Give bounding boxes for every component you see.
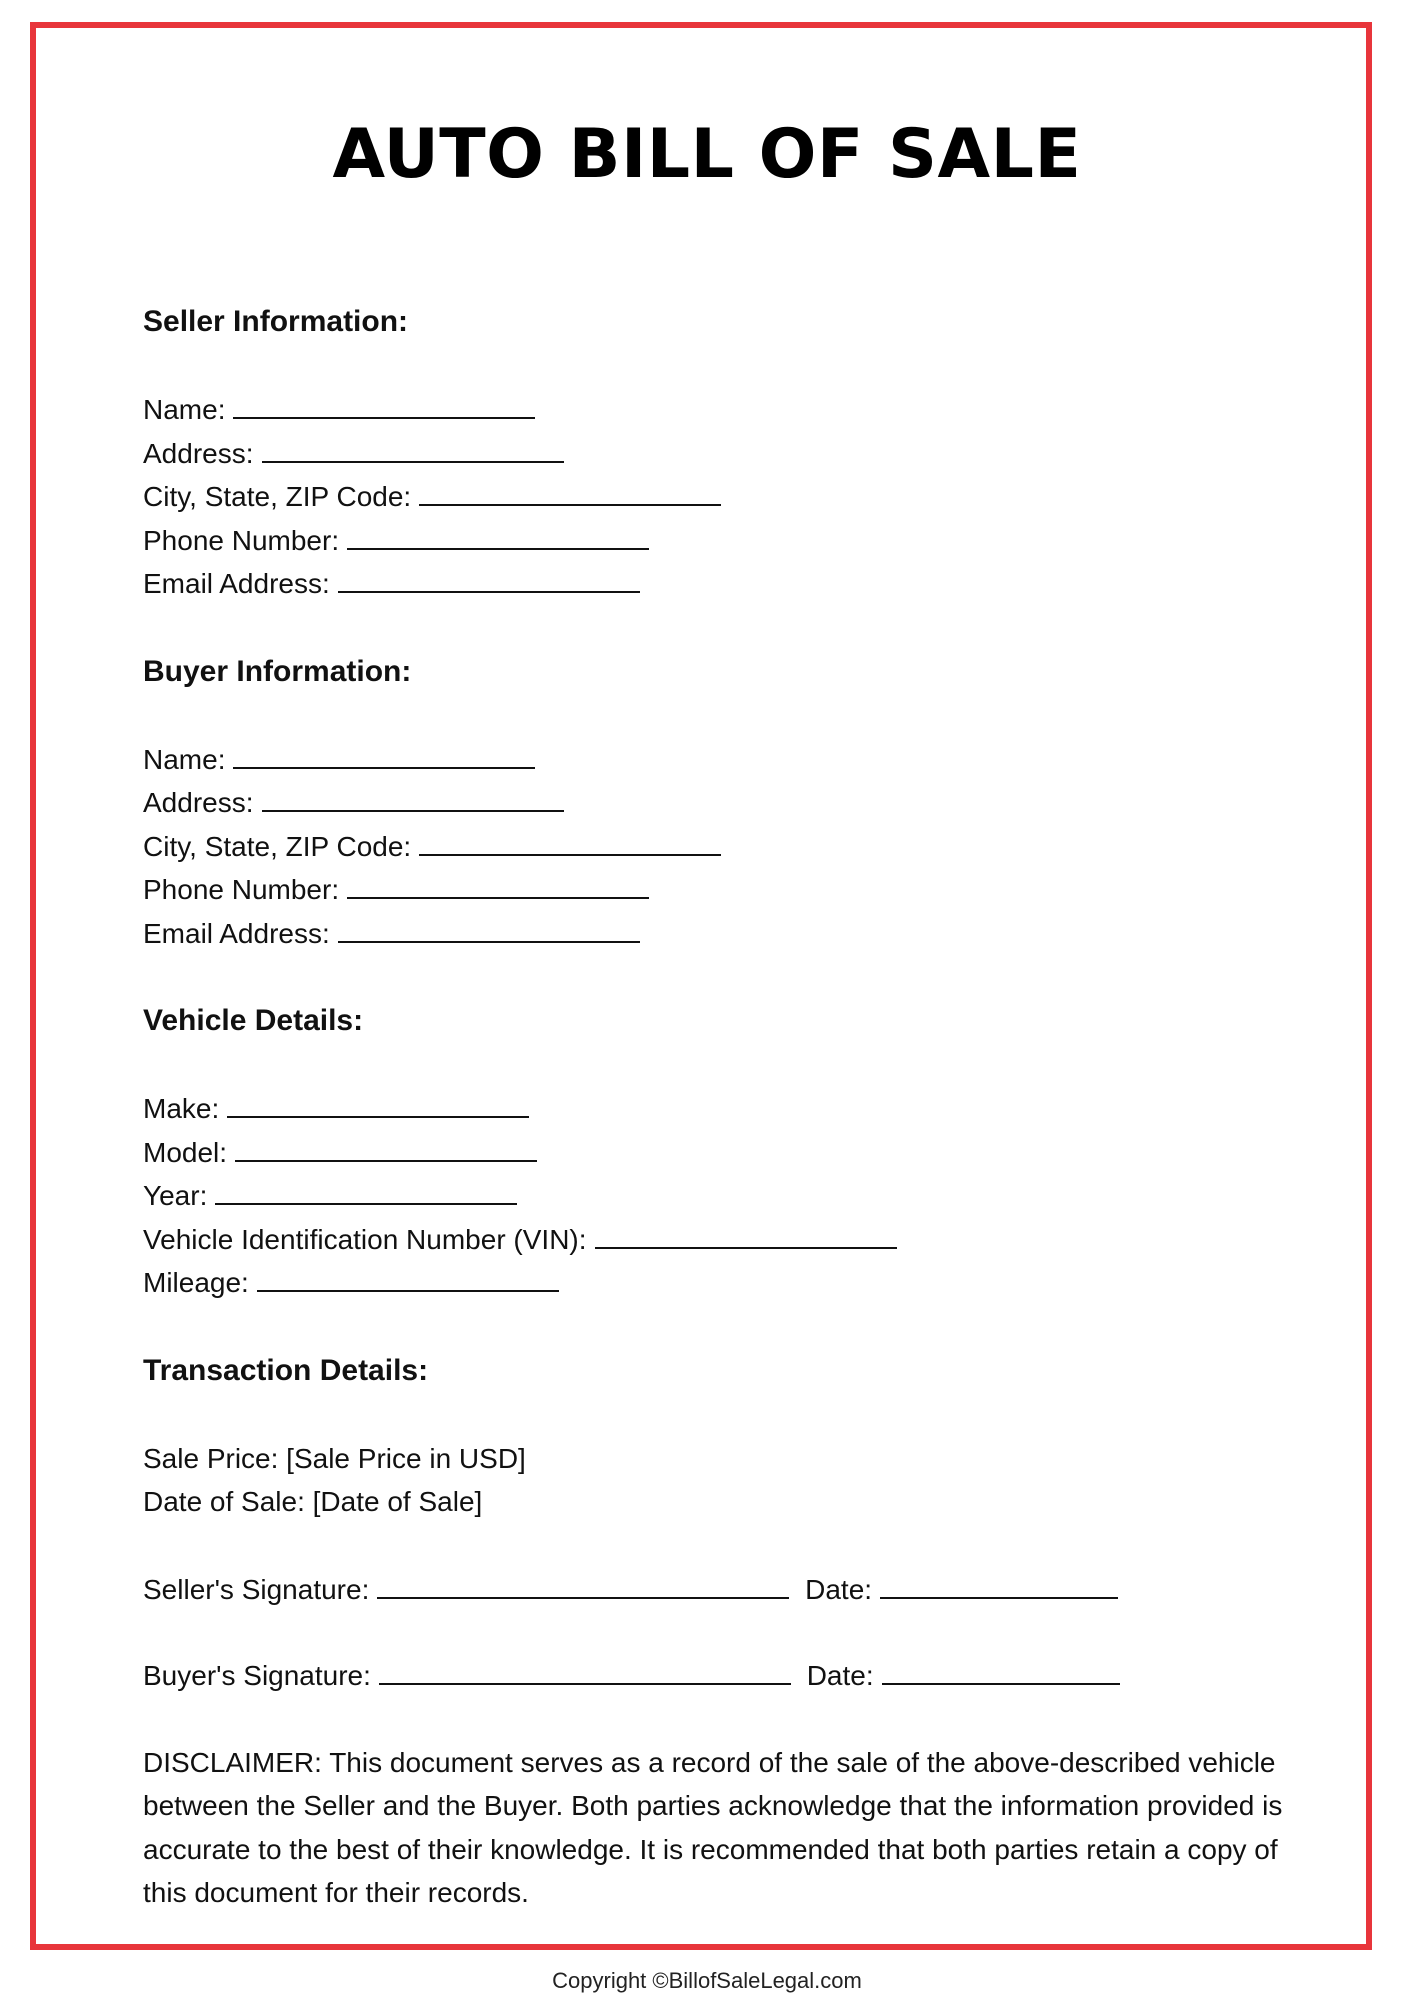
seller-phone-field <box>143 519 1293 563</box>
seller-date-label: Date: <box>805 1573 873 1605</box>
buyer-fields <box>143 738 1293 956</box>
transaction-fields <box>143 1437 1293 1524</box>
buyer-signature-label: Buyer's Signature: <box>143 1660 371 1691</box>
buyer-name-field <box>143 738 1293 782</box>
field-label: Make: <box>143 1093 220 1124</box>
seller-name-blank[interactable] <box>233 389 535 419</box>
buyer-phone-blank[interactable] <box>347 869 649 899</box>
buyer-name-blank[interactable] <box>233 739 535 769</box>
field-label: Vehicle Identification Number (VIN): <box>143 1223 587 1255</box>
seller-fields <box>143 388 1293 606</box>
vehicle-year-blank[interactable] <box>215 1175 517 1205</box>
seller-signature-label: Seller's Signature: <box>143 1573 370 1605</box>
field-label: Model: <box>143 1136 228 1168</box>
seller-address-field <box>143 432 1293 476</box>
field-label: Phone Number: <box>143 874 340 905</box>
seller-phone-blank[interactable] <box>347 520 649 550</box>
field-label: City, State, ZIP Code: <box>143 830 412 862</box>
disclaimer-text: DISCLAIMER: This document serves as a record of the sale of the above-described vehicle between the Seller and the Buyer. Both parties acknowledge that the information provided is accurate to the best of their knowledge. It is recommended that both parties retain a copy of this document for their records. <box>143 1746 1283 1908</box>
buyer-date-blank[interactable] <box>882 1655 1120 1685</box>
seller-section-heading: Seller Information: <box>143 305 409 338</box>
buyer-signature-blank[interactable] <box>379 1655 791 1685</box>
vehicle-model-field <box>143 1131 1293 1175</box>
vehicle-vin-field <box>143 1218 1293 1262</box>
buyer-section-heading: Buyer Information: <box>143 654 412 688</box>
vehicle-mileage-field <box>143 1261 1293 1305</box>
buyer-signature-row <box>143 1654 1293 1698</box>
buyer-email-field <box>143 912 1293 956</box>
buyer-city-state-zip-field <box>143 825 1293 869</box>
seller-address-blank[interactable] <box>262 433 564 463</box>
buyer-phone-field <box>143 868 1293 912</box>
seller-signature-row <box>143 1568 1293 1612</box>
transaction-section-heading: Transaction Details: <box>143 1353 429 1387</box>
buyer-email-blank[interactable] <box>338 913 640 943</box>
vehicle-make-field <box>143 1087 1293 1131</box>
sale-price-field: Sale Price: [Sale Price in USD] <box>143 1442 526 1474</box>
field-label: Phone Number: <box>143 524 340 556</box>
vehicle-year-field <box>143 1174 1293 1218</box>
vehicle-section-heading: Vehicle Details: <box>143 1004 364 1037</box>
field-label: Name: <box>143 743 226 775</box>
field-label: Year: <box>143 1180 208 1211</box>
seller-date-blank[interactable] <box>880 1569 1118 1599</box>
document-title: AUTO BILL OF SALE <box>332 115 1082 194</box>
vehicle-make-blank[interactable] <box>227 1088 529 1118</box>
vehicle-fields <box>143 1087 1293 1305</box>
field-label: Address: <box>143 787 254 818</box>
field-label: City, State, ZIP Code: <box>143 481 412 512</box>
date-of-sale-field: Date of Sale: [Date of Sale] <box>143 1486 483 1517</box>
seller-signature-blank[interactable] <box>377 1569 789 1599</box>
buyer-address-blank[interactable] <box>262 782 564 812</box>
seller-city-state-zip-field <box>143 475 1293 519</box>
seller-email-field <box>143 562 1293 606</box>
vehicle-vin-blank[interactable] <box>595 1219 897 1249</box>
field-label: Address: <box>143 437 254 469</box>
field-label: Email Address: <box>143 568 330 599</box>
buyer-city-state-zip-blank[interactable] <box>419 826 721 856</box>
buyer-date-label: Date: <box>806 1660 874 1691</box>
field-label: Email Address: <box>143 917 330 949</box>
buyer-address-field <box>143 781 1293 825</box>
copyright-footer: Copyright ©BillofSaleLegal.com <box>552 1968 862 1993</box>
vehicle-mileage-blank[interactable] <box>257 1262 559 1292</box>
form-body <box>143 300 1293 1915</box>
field-label: Mileage: <box>143 1267 249 1298</box>
seller-email-blank[interactable] <box>338 563 640 593</box>
seller-name-field <box>143 388 1293 432</box>
vehicle-model-blank[interactable] <box>235 1132 537 1162</box>
field-label: Name: <box>143 394 226 425</box>
seller-city-state-zip-blank[interactable] <box>419 476 721 506</box>
